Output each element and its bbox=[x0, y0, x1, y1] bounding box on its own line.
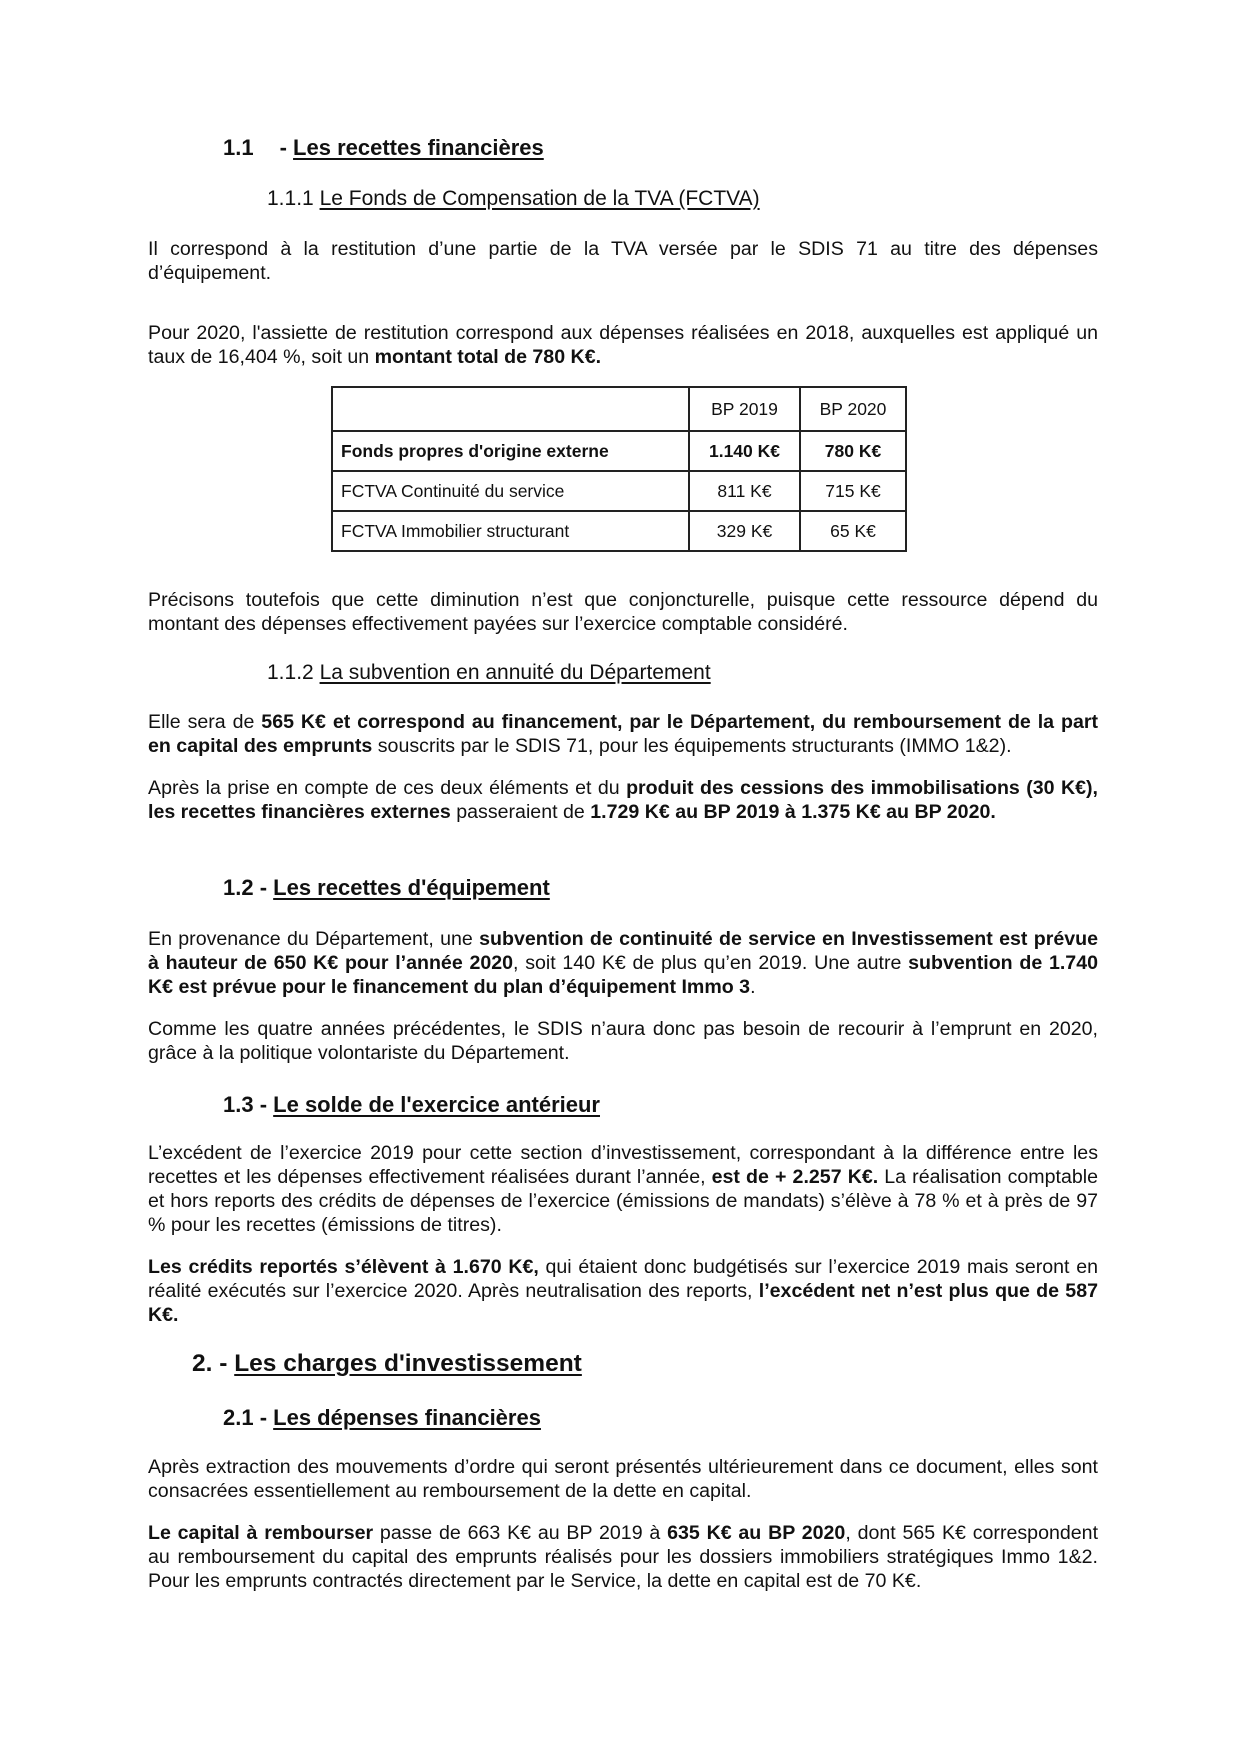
section-1-1-heading bbox=[223, 135, 544, 161]
section-number: 1.3 - bbox=[223, 1092, 268, 1117]
subsection-title: Le Fonds de Compensation de la TVA (FCTVA) bbox=[319, 187, 760, 210]
paragraph-recettes-equipement bbox=[148, 927, 1098, 999]
text-run: . bbox=[750, 976, 756, 998]
text-run-bold: 635 K€ au BP 2020 bbox=[667, 1522, 846, 1544]
table-cell-value: 811 K€ bbox=[689, 471, 800, 511]
table-header-cell: BP 2019 bbox=[689, 387, 800, 431]
text-run: Après la prise en compte de ces deux éléments et du bbox=[148, 777, 627, 799]
section-2-heading bbox=[192, 1350, 582, 1378]
table-row bbox=[332, 511, 906, 551]
paragraph-excedent bbox=[148, 1141, 1098, 1237]
text-run: souscrits par le SDIS 71, pour les équipements structurants (IMMO 1&2). bbox=[372, 735, 1012, 757]
section-number: 2.1 - bbox=[223, 1405, 268, 1430]
section-number: 2. - bbox=[192, 1350, 228, 1377]
subsection-number: 1.1.1 bbox=[267, 187, 314, 210]
table-cell-label: Fonds propres d'origine externe bbox=[332, 431, 689, 471]
text-run: En provenance du Département, une bbox=[148, 928, 480, 950]
paragraph-precisions: Précisons toutefois que cette diminution n’est que conjoncturelle, puisque cette ressource dépend du montant des dépenses effectivement payées sur l’exercice comptable considéré. bbox=[148, 589, 1098, 635]
text-run: qui étaient donc budgétisés sur l’exercice 2019 mais seront en réalité exécutés sur l’exercice 2020. Après neutralisation des reports, bbox=[148, 1256, 1098, 1302]
section-title-dash: - bbox=[279, 135, 294, 160]
text-run: La réalisation comptable et hors reports des crédits de dépenses de l’exercice (émissions de mandats) s’élève à 78 % et à près de 97 % pour les recettes (émissions de titres). bbox=[148, 1166, 1098, 1236]
section-title: Les recettes d'équipement bbox=[273, 875, 550, 900]
section-1-1-1-heading bbox=[267, 187, 760, 211]
paragraph-fctva-2020 bbox=[148, 321, 1098, 369]
paragraph-fctva-definition: Il correspond à la restitution d’une partie de la TVA versée par le SDIS 71 au titre des dépenses d’équipement. bbox=[148, 238, 1098, 284]
text-run-bold: subvention de 1.740 K€ est prévue pour le financement du plan d’équipement Immo 3 bbox=[148, 952, 1098, 998]
table-cell-label: FCTVA Immobilier structurant bbox=[332, 511, 689, 551]
table-cell-value: 65 K€ bbox=[800, 511, 906, 551]
table-header-row bbox=[332, 387, 906, 431]
subsection-title: La subvention en annuité du Département bbox=[319, 661, 711, 684]
section-number: 1.2 - bbox=[223, 875, 268, 900]
paragraph-capital-rembourser bbox=[148, 1521, 1098, 1593]
table-cell-value: 715 K€ bbox=[800, 471, 906, 511]
table-cell-value: 1.140 K€ bbox=[689, 431, 800, 471]
paragraph-emprunt: Comme les quatre années précédentes, le SDIS n’aura donc pas besoin de recourir à l’emprunt en 2020, grâce à la politique volontariste du Département. bbox=[148, 1018, 1098, 1064]
section-title-text: Les recettes financières bbox=[293, 135, 544, 160]
paragraph-subvention-annuite bbox=[148, 710, 1098, 758]
text-run: Elle sera de bbox=[148, 711, 262, 733]
text-run: Pour 2020, l'assiette de restitution correspond aux dépenses réalisées en 2018, auxquelles est appliqué un taux de 16,404 %, soit un bbox=[148, 322, 1098, 368]
table-header-cell: BP 2020 bbox=[800, 387, 906, 431]
text-run-bold: est de + 2.257 K€. bbox=[711, 1166, 879, 1188]
text-run: passe de 663 K€ au BP 2019 à bbox=[373, 1522, 668, 1544]
text-run-bold: Les crédits reportés s’élèvent à 1.670 K€, bbox=[148, 1256, 539, 1278]
paragraph-credits-reportes bbox=[148, 1255, 1098, 1327]
text-run: passeraient de bbox=[450, 801, 591, 823]
table-header-cell bbox=[332, 387, 689, 431]
text-run-bold: l’excédent net n’est plus que de 587 K€. bbox=[148, 1280, 1098, 1326]
table-row bbox=[332, 431, 906, 471]
text-run-bold: produit des cessions des immobilisations (30 K€), les recettes financières externes bbox=[148, 777, 1098, 823]
section-number: 1.1 bbox=[223, 135, 254, 160]
section-1-3-heading bbox=[223, 1092, 600, 1118]
subsection-number: 1.1.2 bbox=[267, 661, 314, 684]
section-1-2-heading bbox=[223, 875, 550, 901]
paragraph-recettes-externes bbox=[148, 776, 1098, 824]
table-row bbox=[332, 471, 906, 511]
text-run-bold: 565 K€ et correspond au financement, par le Département, du remboursement de la part en capital des emprunts bbox=[148, 711, 1098, 757]
section-title bbox=[280, 135, 544, 160]
text-run: , soit 140 K€ de plus qu’en 2019. Une autre bbox=[513, 952, 909, 974]
text-run: , dont 565 K€ correspondent au remboursement du capital des emprunts réalisés pour les dossiers immobiliers stratégiques Immo 1&2. Pour les emprunts contractés directement par le Service, la dette en capital est de 70 K€. bbox=[148, 1522, 1099, 1592]
text-run-bold: subvention de continuité de service en Investissement est prévue à hauteur de 650 K€ pour l’année 2020 bbox=[148, 928, 1098, 974]
section-title: Les charges d'investissement bbox=[234, 1350, 582, 1377]
text-run-bold: 1.729 K€ au BP 2019 à 1.375 K€ au BP 2020. bbox=[590, 801, 996, 823]
fctva-table bbox=[331, 386, 907, 552]
section-1-1-2-heading bbox=[267, 661, 711, 685]
section-2-1-heading bbox=[223, 1405, 541, 1431]
table-cell-value: 329 K€ bbox=[689, 511, 800, 551]
table-cell-value: 780 K€ bbox=[800, 431, 906, 471]
text-run-bold: Le capital à rembourser bbox=[148, 1522, 374, 1544]
text-run-bold: montant total de 780 K€. bbox=[374, 346, 602, 368]
paragraph-depenses-financieres: Après extraction des mouvements d’ordre qui seront présentés ultérieurement dans ce document, elles sont consacrées essentiellement au remboursement de la dette en capital. bbox=[148, 1456, 1098, 1502]
table-cell-label: FCTVA Continuité du service bbox=[332, 471, 689, 511]
section-title: Les dépenses financières bbox=[273, 1405, 541, 1430]
section-title: Le solde de l'exercice antérieur bbox=[273, 1092, 600, 1117]
text-run: L’excédent de l’exercice 2019 pour cette section d’investissement, correspondant à la différence entre les recettes et les dépenses effectivement réalisées durant l’année, bbox=[148, 1142, 1098, 1188]
